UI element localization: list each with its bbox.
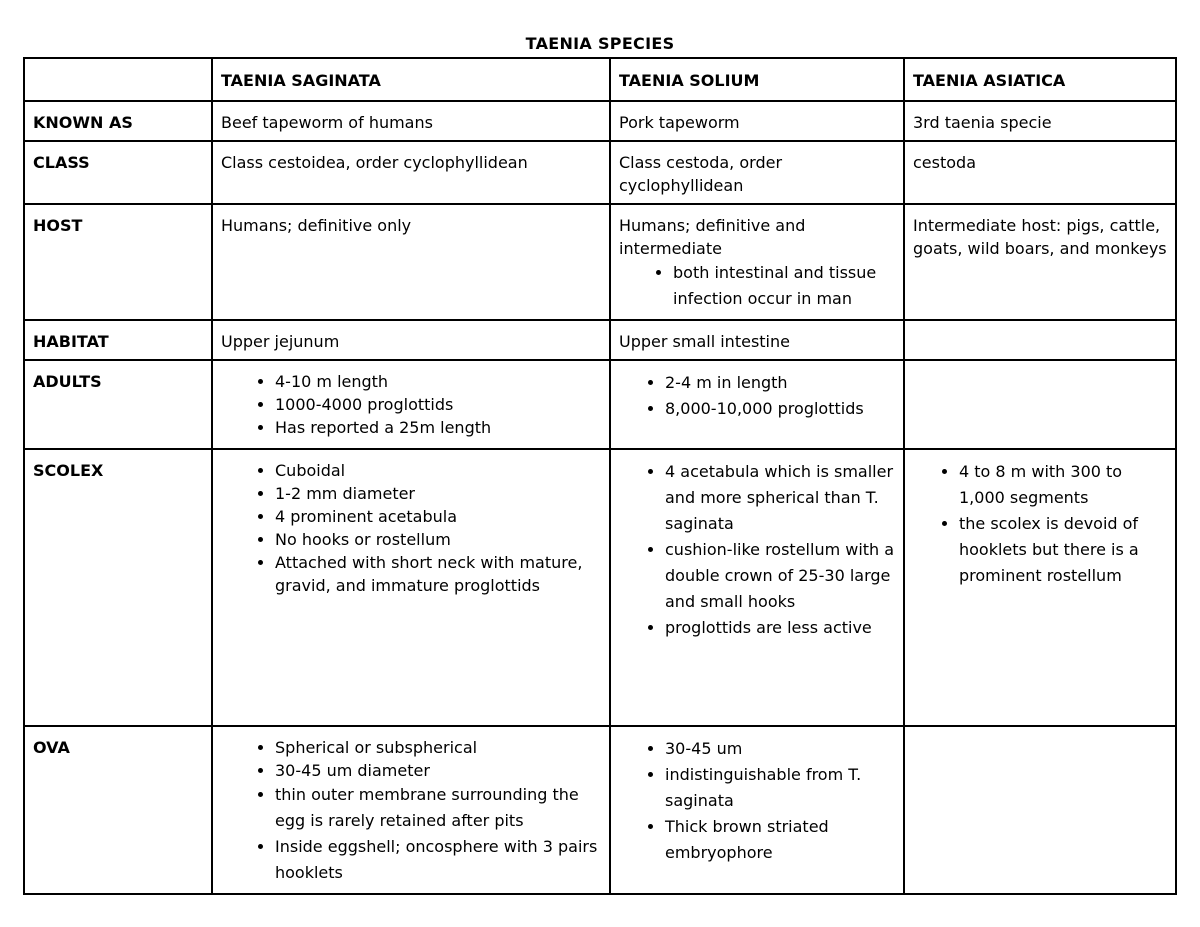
saginata-habitat: Upper jejunum xyxy=(212,320,610,360)
asiatica-ova xyxy=(904,726,1176,894)
solium-habitat: Upper small intestine xyxy=(610,320,904,360)
saginata-adults-list xyxy=(221,370,601,439)
asiatica-class: cestoda xyxy=(904,141,1176,204)
saginata-ova-list xyxy=(221,736,601,886)
solium-ova xyxy=(610,726,904,894)
list-item: • 4 prominent acetabula xyxy=(275,505,601,528)
list-item: • 30-45 um diameter xyxy=(275,759,601,782)
solium-known-as: Pork tapeworm xyxy=(610,101,904,141)
list-item: • 1-2 mm diameter xyxy=(275,482,601,505)
list-item: • both intestinal and tissue infection occur in man xyxy=(673,260,895,312)
list-item: • 4 to 8 m with 300 to 1,000 segments xyxy=(959,459,1167,511)
asiatica-scolex-list xyxy=(913,459,1167,589)
header-taenia-solium: TAENIA SOLIUM xyxy=(610,58,904,101)
row-adults xyxy=(24,360,1176,449)
row-label-host: HOST xyxy=(24,204,212,320)
row-class xyxy=(24,141,1176,204)
solium-host xyxy=(610,204,904,320)
solium-host-bullets xyxy=(619,260,895,312)
list-item: • 1000-4000 proglottids xyxy=(275,393,601,416)
row-label-habitat: HABITAT xyxy=(24,320,212,360)
solium-ova-list xyxy=(619,736,895,866)
asiatica-habitat xyxy=(904,320,1176,360)
list-item: • indistinguishable from T. saginata xyxy=(665,762,895,814)
header-blank xyxy=(24,58,212,101)
list-item: • 30-45 um xyxy=(665,736,895,762)
row-label-scolex: SCOLEX xyxy=(24,449,212,726)
header-taenia-saginata: TAENIA SAGINATA xyxy=(212,58,610,101)
solium-class: Class cestoda, order cyclophyllidean xyxy=(610,141,904,204)
list-item: • proglottids are less active xyxy=(665,615,895,641)
list-item: • Thick brown striated embryophore xyxy=(665,814,895,866)
asiatica-known-as: 3rd taenia specie xyxy=(904,101,1176,141)
list-item: • Attached with short neck with mature, gravid, and immature proglottids xyxy=(275,551,601,597)
solium-adults xyxy=(610,360,904,449)
list-item: • 4 acetabula which is smaller and more spherical than T. saginata xyxy=(665,459,895,537)
row-label-class: CLASS xyxy=(24,141,212,204)
row-label-known-as: KNOWN AS xyxy=(24,101,212,141)
list-item: • 8,000-10,000 proglottids xyxy=(665,396,895,422)
list-item: • 2-4 m in length xyxy=(665,370,895,396)
asiatica-scolex xyxy=(904,449,1176,726)
list-item: • Inside eggshell; oncosphere with 3 pairs hooklets xyxy=(275,834,601,886)
row-scolex xyxy=(24,449,1176,726)
list-item: • cushion-like rostellum with a double crown of 25-30 large and small hooks xyxy=(665,537,895,615)
list-item: • Has reported a 25m length xyxy=(275,416,601,439)
header-row xyxy=(24,58,1176,101)
row-ova xyxy=(24,726,1176,894)
list-item: • the scolex is devoid of hooklets but there is a prominent rostellum xyxy=(959,511,1167,589)
page-title: TAENIA SPECIES xyxy=(525,34,675,53)
saginata-known-as: Beef tapeworm of humans xyxy=(212,101,610,141)
row-habitat xyxy=(24,320,1176,360)
row-label-adults: ADULTS xyxy=(24,360,212,449)
list-item: • 4-10 m length xyxy=(275,370,601,393)
solium-scolex-list xyxy=(619,459,895,641)
taenia-species-table xyxy=(23,57,1177,895)
row-label-ova: OVA xyxy=(24,726,212,894)
header-taenia-asiatica: TAENIA ASIATICA xyxy=(904,58,1176,101)
list-item: • No hooks or rostellum xyxy=(275,528,601,551)
saginata-adults xyxy=(212,360,610,449)
list-item: • Spherical or subspherical xyxy=(275,736,601,759)
saginata-scolex xyxy=(212,449,610,726)
row-host xyxy=(24,204,1176,320)
asiatica-adults xyxy=(904,360,1176,449)
saginata-class: Class cestoidea, order cyclophyllidean xyxy=(212,141,610,204)
saginata-ova xyxy=(212,726,610,894)
solium-scolex xyxy=(610,449,904,726)
asiatica-host: Intermediate host: pigs, cattle, goats, wild boars, and monkeys xyxy=(904,204,1176,320)
solium-host-text: Humans; definitive and intermediate xyxy=(619,216,806,258)
saginata-host: Humans; definitive only xyxy=(212,204,610,320)
row-known-as xyxy=(24,101,1176,141)
solium-adults-list xyxy=(619,370,895,422)
list-item: • thin outer membrane surrounding the egg is rarely retained after pits xyxy=(275,782,601,834)
list-item: • Cuboidal xyxy=(275,459,601,482)
saginata-scolex-list xyxy=(221,459,601,597)
